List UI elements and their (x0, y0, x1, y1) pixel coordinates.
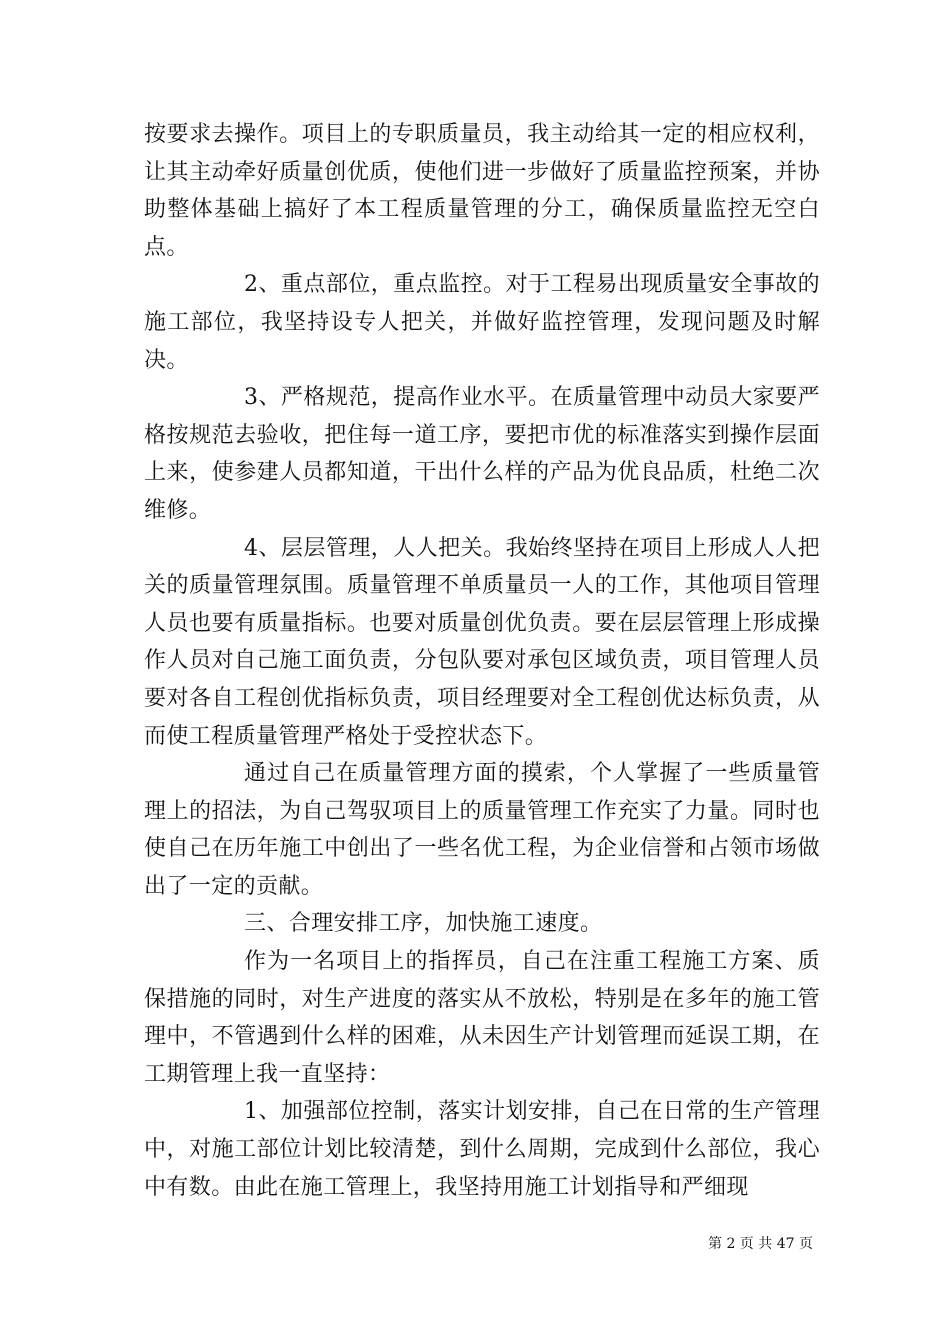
paragraph-layered-management: 4、层层管理，人人把关。我始终坚持在项目上形成人人把关的质量管理氛围。质量管理不单质量员一人的工作，其他项目管理人员也要有质量指标。也要对质量创优负责。要在层层管理上形成操作人员对自己施工面负责，分包队要对承包区域负责，项目管理人员要对各自工程创优指标负责，项目经理要对全工程创优达标负责，从而使工程质量管理严格处于受控状态下。 (144, 535, 820, 749)
document-body (144, 116, 820, 1206)
paragraph-part-control: 1、加强部位控制，落实计划安排，自己在日常的生产管理中，对施工部位计划比较清楚，到什么周期，完成到什么部位，我心中有数。由此在施工管理上，我坚持用施工计划指导和严细现 (144, 1099, 820, 1200)
page-number-footer: 第 2 页 共 47 页 (708, 1236, 813, 1252)
section-heading-scheduling: 三、合理安排工序，加快施工速度。 (244, 911, 603, 937)
paragraph-strict-standards: 3、严格规范，提高作业水平。在质量管理中动员大家要严格按规范去验收，把住每一道工序，要把市优的标准落实到操作层面上来，使参建人员都知道，干出什么样的产品为优良品质，杜绝二次维修。 (144, 385, 820, 523)
paragraph-commander-role: 作为一名项目上的指挥员，自己在注重工程施工方案、质保措施的同时，对生产进度的落实从不放松，特别是在多年的施工管理中，不管遇到什么样的困难，从未因生产计划管理而延误工期，在工期管理上我一直坚持： (144, 949, 820, 1087)
paragraph-quality-summary: 通过自己在质量管理方面的摸索，个人掌握了一些质量管理上的招法，为自己驾驭项目上的质量管理工作充实了力量。同时也使自己在历年施工中创出了一些名优工程，为企业信誉和占领市场做出了一定的贡献。 (144, 761, 820, 899)
paragraph-key-parts-monitoring: 2、重点部位，重点监控。对于工程易出现质量安全事故的施工部位，我坚持设专人把关，并做好监控管理，发现问题及时解决。 (144, 272, 820, 373)
paragraph-continuation: 按要求去操作。项目上的专职质量员，我主动给其一定的相应权利，让其主动牵好质量创优质，使他们进一步做好了质量监控预案，并协助整体基础上搞好了本工程质量管理的分工，确保质量监控无空白点。 (144, 122, 820, 260)
